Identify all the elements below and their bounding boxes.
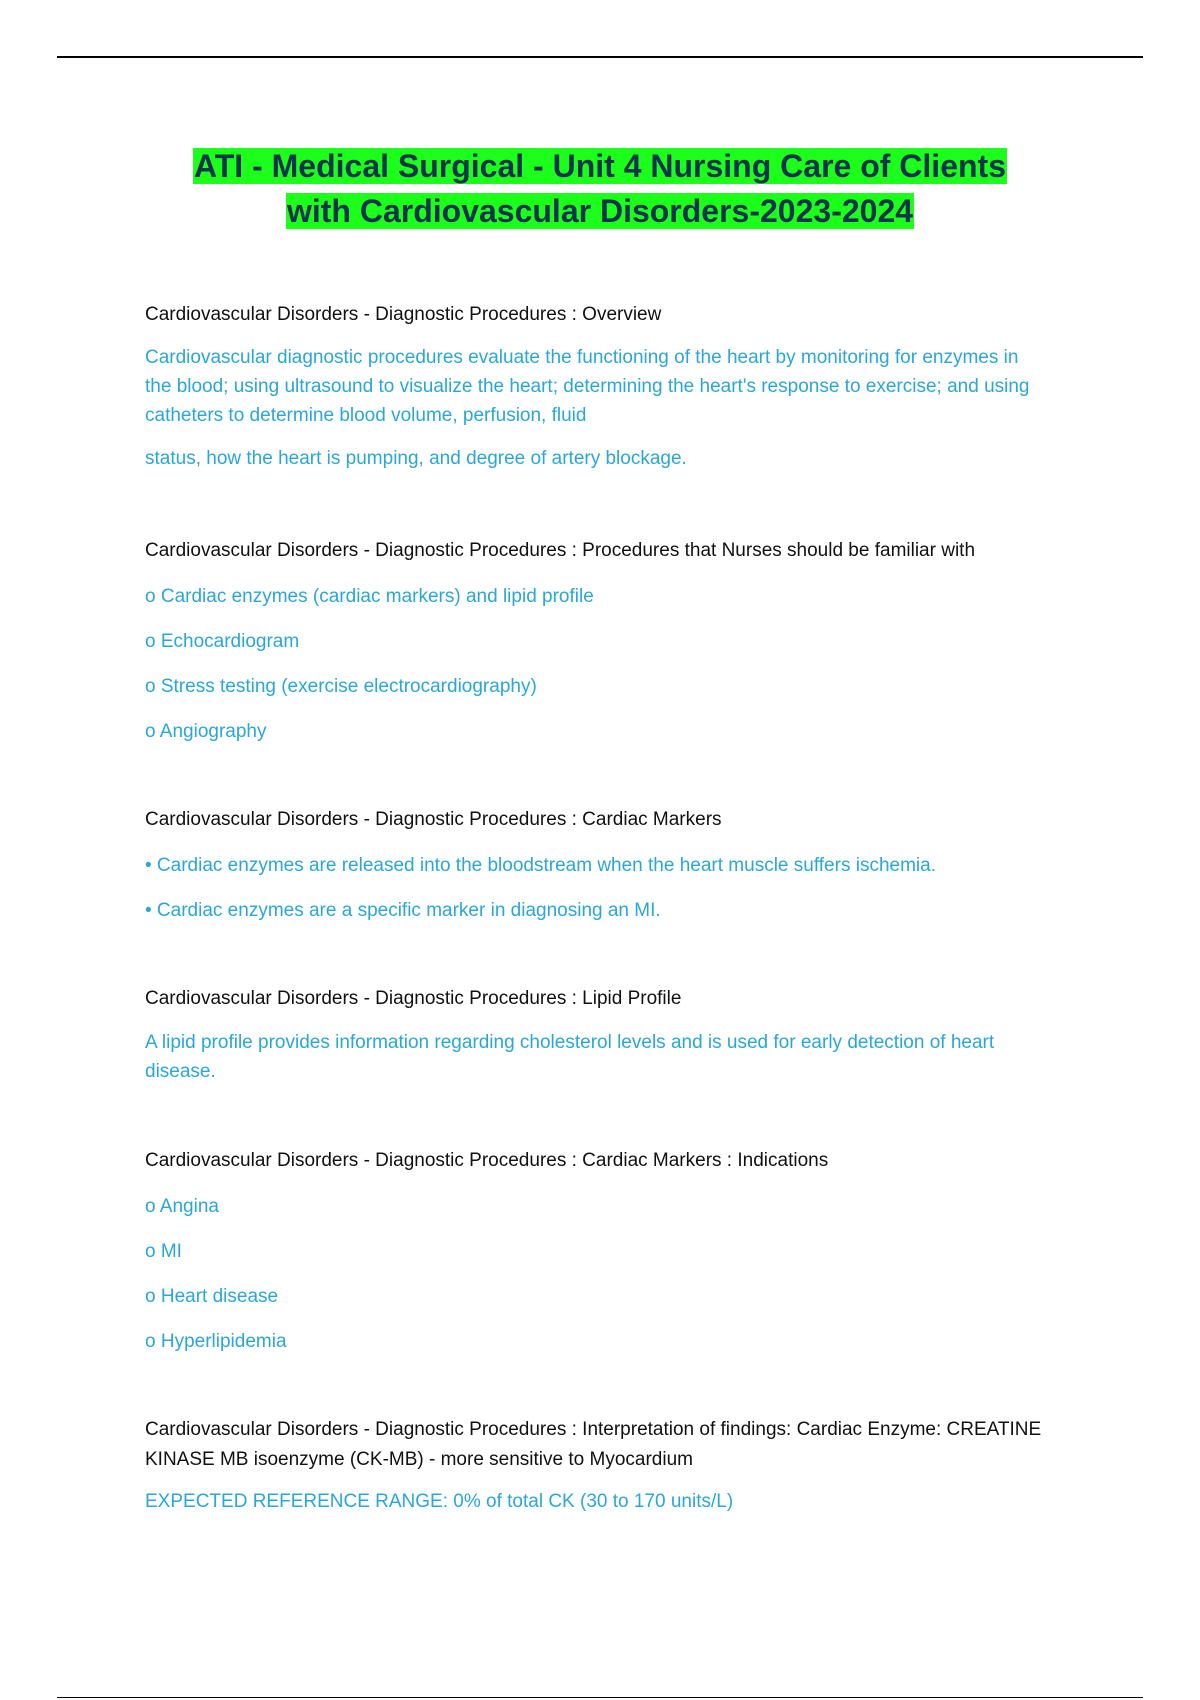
section-heading: Cardiovascular Disorders - Diagnostic Procedures : Lipid Profile (145, 988, 682, 1009)
list-item: o Echocardiogram (145, 631, 300, 652)
document-body (145, 300, 1045, 1516)
list-item: • Cardiac enzymes are a specific marker in diagnosing an MI. (145, 900, 661, 921)
section-lipid-profile (145, 984, 1045, 1086)
section-heading: Cardiovascular Disorders - Diagnostic Procedures : Cardiac Markers (145, 809, 722, 830)
list-item: o Heart disease (145, 1286, 279, 1307)
section-answer: EXPECTED REFERENCE RANGE: 0% of total CK (30 to 170 units/L) (145, 1491, 734, 1512)
document-title (0, 144, 1200, 234)
list-item: o Angina (145, 1196, 219, 1217)
list-item: o Hyperlipidemia (145, 1331, 287, 1352)
list-item: • Cardiac enzymes are released into the bloodstream when the heart muscle suffers ischemia. (145, 855, 936, 876)
top-rule (57, 56, 1143, 58)
section-heading: Cardiovascular Disorders - Diagnostic Procedures : Procedures that Nurses should be familiar with (145, 540, 976, 561)
title-line-1: ATI - Medical Surgical - Unit 4 Nursing Care of Clients (194, 148, 1006, 184)
section-cardiac-markers (145, 805, 1045, 925)
section-heading: Cardiovascular Disorders - Diagnostic Procedures : Cardiac Markers : Indications (145, 1150, 829, 1171)
section-heading: Cardiovascular Disorders - Diagnostic Procedures : Overview (145, 304, 662, 325)
list-item: o Cardiac enzymes (cardiac markers) and lipid profile (145, 586, 594, 607)
list-item: o Angiography (145, 721, 267, 742)
list-item: o Stress testing (exercise electrocardiography) (145, 676, 537, 697)
section-answer: Cardiovascular diagnostic procedures evaluate the functioning of the heart by monitoring for enzymes in the blood; using ultrasound to visualize the heart; determining the heart's response to exercise; and using catheters to determine blood volume, perfusion, fluid (145, 347, 1030, 426)
section-answer: A lipid profile provides information regarding cholesterol levels and is used for early detection of heart disease. (145, 1032, 995, 1082)
list-item: o MI (145, 1241, 182, 1262)
section-answer: status, how the heart is pumping, and degree of artery blockage. (145, 448, 687, 469)
section-procedures (145, 536, 1045, 746)
section-indications (145, 1146, 1045, 1356)
section-overview (145, 300, 1045, 473)
section-interpretation (145, 1415, 1045, 1516)
section-heading: Cardiovascular Disorders - Diagnostic Procedures : Interpretation of findings: Cardiac Enzyme: CREATINE KINASE MB isoenzyme (CK-MB) - more sensitive to Myocardium (145, 1419, 1042, 1470)
title-line-2: with Cardiovascular Disorders-2023-2024 (286, 193, 914, 229)
bottom-rule (57, 1697, 1143, 1698)
